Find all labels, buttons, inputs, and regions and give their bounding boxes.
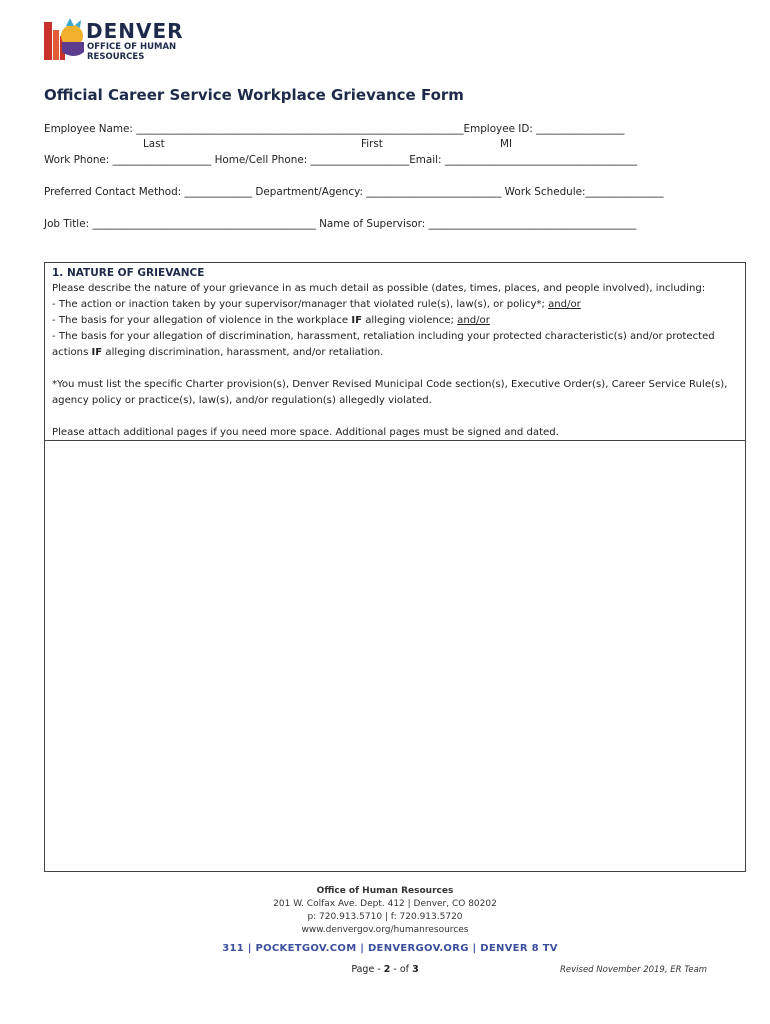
bullet-discrimination-line1: - The basis for your allegation of discrimination, harassment, retaliation including your protected characteristic(s) and/or protected — [52, 331, 715, 342]
name-sub-mi: MI — [500, 138, 513, 150]
attach-note: Please attach additional pages if you need more space. Additional pages must be signed and dated. — [52, 427, 559, 438]
instructions-area — [45, 263, 745, 441]
contact-department-line[interactable]: Preferred Contact Method: _____________ Department/Agency: __________________________ Work Schedule:_______________ — [44, 186, 664, 198]
bullet-discrimination-pre: actions — [52, 347, 92, 358]
page-current: 2 — [383, 964, 391, 975]
page-mid: - of — [390, 964, 413, 975]
and-or-underlined: and/or — [457, 315, 490, 326]
phone-email-line[interactable]: Work Phone: ___________________ Home/Cell Phone: ___________________Email: _____________________________________ — [44, 154, 638, 166]
logo-subtitle — [87, 42, 207, 62]
name-sub-last: Last — [143, 138, 165, 150]
page-pre: Page - — [351, 964, 384, 975]
page-total: 3 — [412, 964, 419, 975]
job-title-supervisor-line[interactable]: Job Title: ___________________________________________ Name of Supervisor: ________________________________________ — [44, 218, 637, 230]
and-or-underlined: and/or — [548, 299, 581, 310]
nature-of-grievance-box — [44, 262, 746, 872]
bullet-discrimination-line2 — [52, 345, 742, 361]
section-title: 1. NATURE OF GRIEVANCE — [52, 267, 205, 279]
footer-office: Office of Human Resources — [316, 886, 454, 896]
footer-web[interactable]: www.denvergov.org/humanresources — [301, 925, 469, 935]
employee-name-line[interactable]: Employee Name: _______________________________________________________________Employee ID: _________________ — [44, 123, 625, 135]
logo-subtitle-line2: RESOURCES — [87, 52, 145, 62]
footer-links[interactable]: 311 | POCKETGOV.COM | DENVERGOV.ORG | DENVER 8 TV — [222, 943, 558, 954]
footer-address: 201 W. Colfax Ave. Dept. 412 | Denver, CO 80202 — [273, 899, 497, 909]
bullet-violence — [52, 313, 742, 329]
bullet-policy-text: - The action or inaction taken by your supervisor/manager that violated rule(s), law(s), or policy*; — [52, 299, 549, 310]
bullet-policy — [52, 297, 742, 313]
logo-subtitle-line1: OFFICE OF HUMAN — [87, 42, 177, 52]
footer-phone: p: 720.913.5710 | f: 720.913.5720 — [307, 912, 463, 922]
if-bold: IF — [91, 347, 103, 358]
form-title: Official Career Service Workplace Grievance Form — [44, 86, 464, 104]
name-sub-first: First — [361, 138, 383, 150]
footnote-line1: *You must list the specific Charter provision(s), Denver Revised Municipal Code section(s), Executive Order(s), Career Service Rule(s), — [52, 379, 728, 390]
bullet-violence-pre: - The basis for your allegation of violence in the workplace — [52, 315, 352, 326]
revised-note: Revised November 2019, ER Team — [560, 965, 708, 975]
intro-text: Please describe the nature of your grievance in as much detail as possible (dates, times, places, and people involved), including: — [52, 283, 706, 294]
bullet-discrimination-post: alleging discrimination, harassment, and/or retaliation. — [102, 347, 384, 358]
grievance-text-area[interactable] — [45, 441, 745, 871]
footnote-line2: agency policy or practice(s), law(s), and/or regulation(s) allegedly violated. — [52, 395, 432, 406]
if-bold: IF — [351, 315, 362, 326]
denver-logo-mark-icon — [44, 16, 84, 62]
logo-wordmark: DENVER — [86, 19, 184, 43]
bullet-violence-post: alleging violence; — [362, 315, 458, 326]
